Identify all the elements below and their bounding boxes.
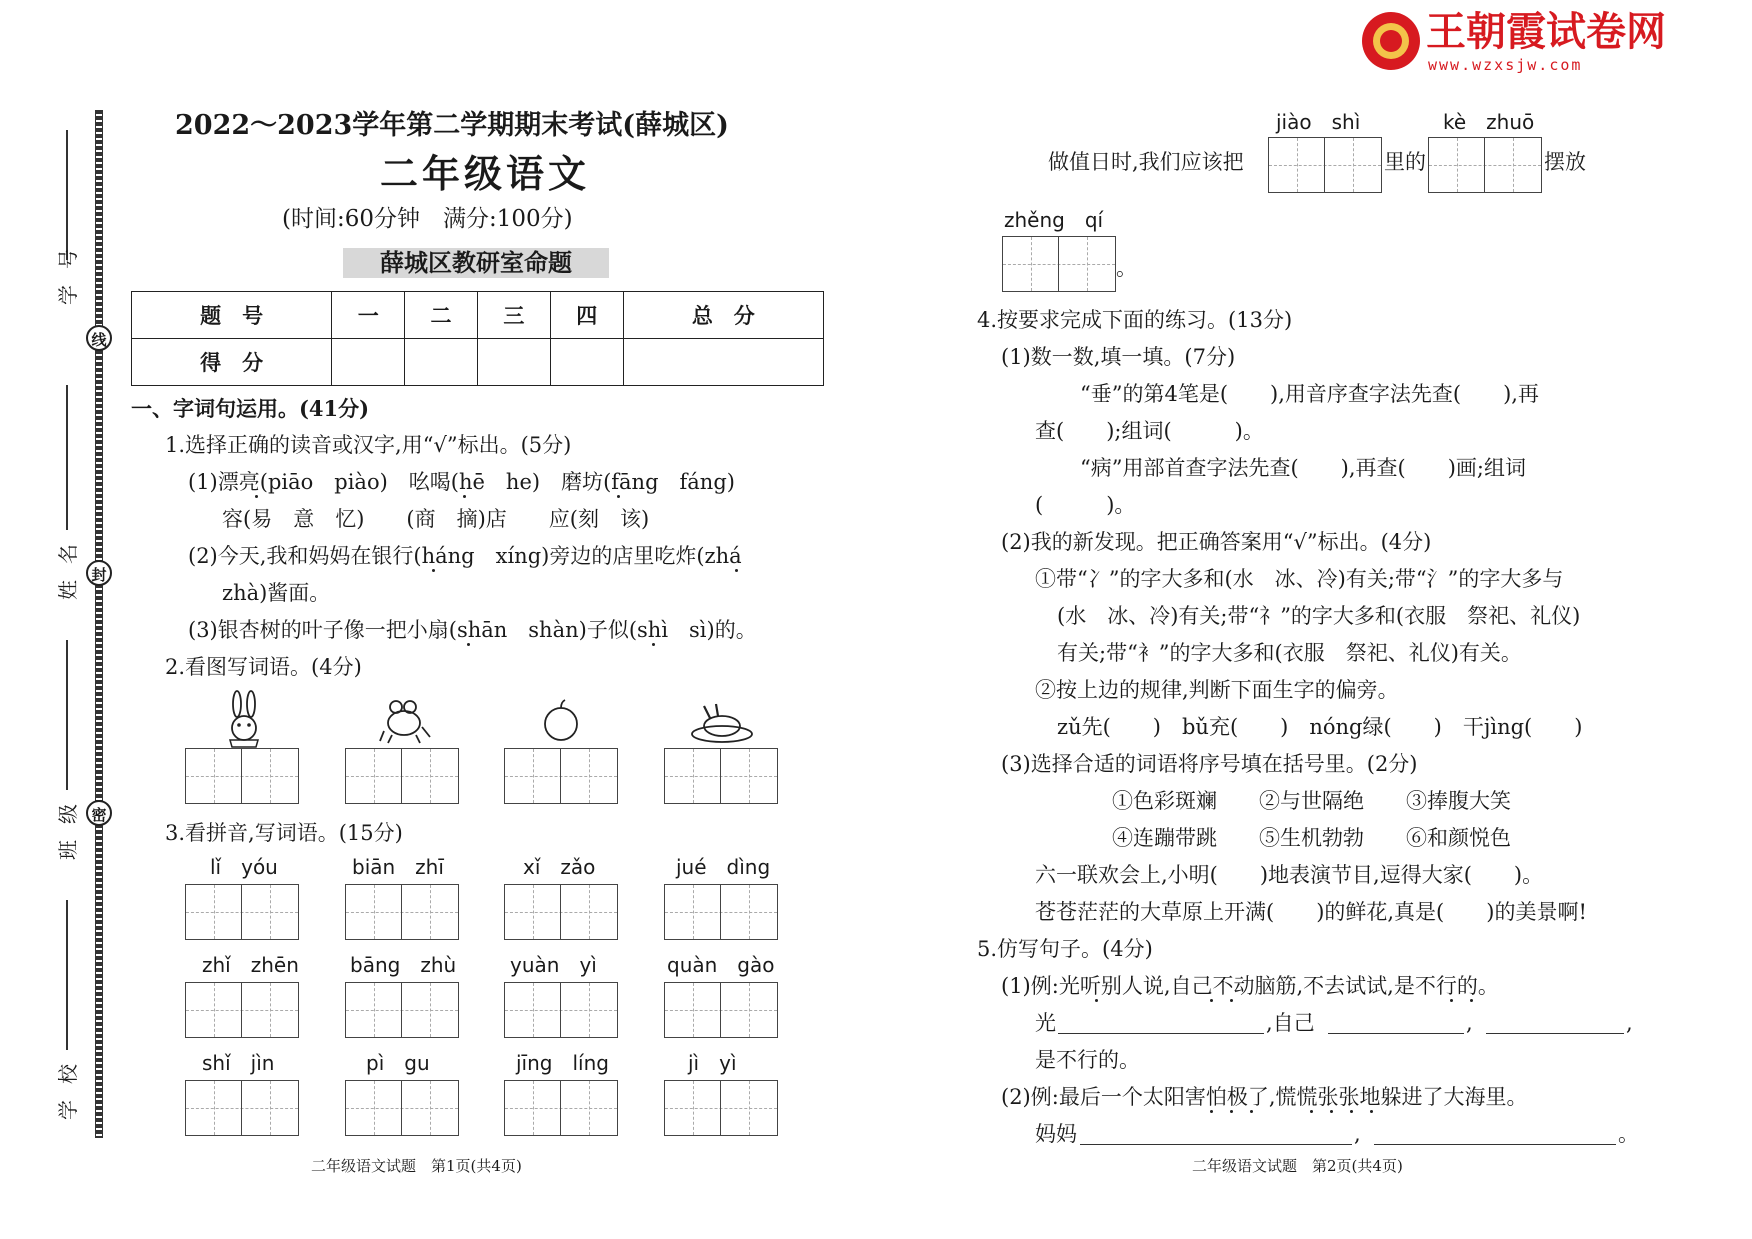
q4-3b: ④连蹦带跳 ⑤生机勃勃 ⑥和颜悦色 — [1112, 826, 1511, 850]
q3-pinyin-kezhuo: kè zhuō — [1443, 110, 1535, 134]
score-table-cell: 二 — [405, 292, 478, 339]
q3-sentence-end: 。 — [1116, 256, 1137, 280]
left-footer: 二年级语文试题 第1页(共4页) — [311, 1157, 522, 1175]
q5-2b: , — [1354, 1122, 1361, 1146]
exam-subject: 二年级语文 — [380, 151, 591, 196]
logo-url: www.wzxsjw.com — [1428, 56, 1583, 74]
exam-author: 薛城区教研室命题 — [343, 248, 609, 278]
binding-mark-feng: 封 — [86, 560, 112, 586]
pinyin-label: jīng líng — [516, 1051, 609, 1075]
q3-answer-box[interactable] — [504, 982, 618, 1038]
score-input-cell[interactable] — [477, 339, 550, 386]
pinyin-label: jué dìng — [676, 855, 771, 879]
q1-title: 1.选择正确的读音或汉字,用“√”标出。(5分) — [165, 433, 572, 457]
q2-answer-box[interactable] — [345, 748, 459, 804]
q3-answer-box[interactable] — [664, 884, 778, 940]
pinyin-label: yuàn yì — [510, 953, 597, 977]
q4-2b: (水 冰、冷)有关;带“礻”的字大多和(衣服 祭祀、礼仪) — [1057, 604, 1581, 628]
logo — [1362, 9, 1682, 74]
q5-1-blank[interactable] — [1486, 1033, 1624, 1034]
q3-answer-box[interactable] — [1002, 236, 1116, 292]
pinyin-label: biān zhī — [352, 855, 444, 879]
pinyin-label: xǐ zǎo — [523, 855, 596, 879]
q5-1c: , — [1466, 1011, 1473, 1035]
q5-1b: ,自己 — [1266, 1011, 1315, 1035]
q4-1-title: (1)数一数,填一填。(7分) — [1001, 345, 1236, 369]
pinyin-label: quàn gào — [667, 953, 775, 977]
q5-1d: , — [1626, 1011, 1633, 1035]
q4-2d: ②按上边的规律,判断下面生字的偏旁。 — [1035, 678, 1399, 702]
q5-2-example: (2)例:最后一个太阳害怕极了,慌慌张张地躲进了大海里。 — [1001, 1085, 1528, 1109]
q3-answer-box[interactable] — [1428, 137, 1542, 193]
score-table-cell: 总 分 — [623, 292, 823, 339]
q4-2c: 有关;带“衤”的字大多和(衣服 祭祀、礼仪)有关。 — [1057, 641, 1522, 665]
q3-pinyin-zhengqi: zhěng qí — [1004, 208, 1104, 232]
right-footer: 二年级语文试题 第2页(共4页) — [1192, 1157, 1403, 1175]
q1-2a: (2)今天,我和妈妈在银行(háng xíng)旁边的店里吃炸(zhá — [188, 544, 742, 568]
apple-icon — [541, 698, 581, 742]
q4-3-title: (3)选择合适的词语将序号填在括号里。(2分) — [1001, 752, 1418, 776]
q3-answer-box[interactable] — [345, 884, 459, 940]
q4-3d: 苍苍茫茫的大草原上开满( )的鲜花,真是( )的美景啊! — [1035, 900, 1587, 924]
q1-1a: (1)漂亮(piāo piào) 吆喝(hē he) 磨坊(fāng fáng) — [188, 470, 735, 494]
pinyin-label: jì yì — [688, 1051, 737, 1075]
q3-answer-box[interactable] — [185, 884, 299, 940]
q1-3: (3)银杏树的叶子像一把小扇(shān shàn)子似(shì sì)的。 — [188, 618, 757, 642]
q2-answer-box[interactable] — [504, 748, 618, 804]
q4-3c: 六一联欢会上,小明( )地表演节目,逗得大家( )。 — [1035, 863, 1544, 887]
q4-2-title: (2)我的新发现。把正确答案用“√”标出。(4分) — [1001, 530, 1432, 554]
q4-1b: 查( );组词( )。 — [1035, 419, 1264, 443]
q3-pinyin-jiaoshi: jiào shì — [1276, 110, 1361, 134]
q5-2-blank[interactable] — [1080, 1144, 1352, 1145]
q3-answer-box[interactable] — [664, 982, 778, 1038]
score-table-header-row — [132, 292, 824, 339]
score-input-cell[interactable] — [623, 339, 823, 386]
exam-time-info: (时间:60分钟 满分:100分) — [282, 206, 573, 232]
exam-title: 2022～2023学年第二学期期末考试(薛城区) — [175, 110, 729, 141]
q3-answer-box[interactable] — [185, 1080, 299, 1136]
q4-title: 4.按要求完成下面的练习。(13分) — [977, 308, 1293, 332]
q3-answer-box[interactable] — [185, 982, 299, 1038]
label-banji: 班级 — [56, 788, 80, 860]
q1-2b: zhà)酱面。 — [222, 581, 331, 605]
q2-title: 2.看图写词语。(4分) — [165, 655, 362, 679]
score-table-cell: 题 号 — [132, 292, 332, 339]
label-xuexiao: 学校 — [56, 1048, 80, 1120]
binding-mark-xian: 线 — [86, 325, 112, 351]
q3-answer-box[interactable] — [664, 1080, 778, 1136]
q5-1-example: (1)例:光听别人说,自己不动脑筋,不去试试,是不行的。 — [1001, 974, 1499, 998]
score-table-cell: 得 分 — [132, 339, 332, 386]
q3-answer-box[interactable] — [504, 1080, 618, 1136]
score-table-cell: 四 — [550, 292, 623, 339]
score-input-cell[interactable] — [550, 339, 623, 386]
pinyin-label: shǐ jìn — [202, 1051, 275, 1075]
score-input-cell[interactable] — [332, 339, 405, 386]
pinyin-label: lǐ yóu — [210, 855, 278, 879]
logo-title: 王朝霞试卷网 — [1426, 9, 1666, 55]
score-table — [131, 291, 824, 386]
pinyin-label: bāng zhù — [350, 953, 457, 977]
logo-seal-icon — [1362, 12, 1420, 70]
rabbit-icon — [222, 690, 266, 748]
q4-2a: ①带“冫”的字大多和(水 冰、冷)有关;带“氵”的字大多与 — [1035, 567, 1564, 591]
score-table-cell: 三 — [477, 292, 550, 339]
frog-icon — [378, 697, 432, 745]
binding-mark-mi: 密 — [86, 800, 112, 826]
roast-chicken-icon — [690, 700, 754, 744]
q3-sentence-a: 做值日时,我们应该把 — [1048, 150, 1244, 174]
q4-1d: ( )。 — [1035, 493, 1136, 517]
q4-3a: ①色彩斑斓 ②与世隔绝 ③捧腹大笑 — [1112, 789, 1511, 813]
score-table-cell: 一 — [332, 292, 405, 339]
q3-answer-box[interactable] — [1268, 137, 1382, 193]
q3-sentence-b: 里的 — [1384, 150, 1426, 174]
q4-1c: “病”用部首查字法先查( ),再查( )画;组词 — [1080, 456, 1526, 480]
q5-1a: 光 — [1035, 1011, 1056, 1035]
q2-answer-box[interactable] — [185, 748, 299, 804]
label-xuehao: 学号 — [56, 233, 80, 305]
q5-1-blank[interactable] — [1328, 1033, 1464, 1034]
pinyin-label: zhǐ zhēn — [202, 953, 299, 977]
label-xingming: 姓名 — [56, 528, 80, 600]
pinyin-label: pì gu — [366, 1051, 430, 1075]
q2-answer-box[interactable] — [664, 748, 778, 804]
q5-title: 5.仿写句子。(4分) — [977, 937, 1153, 961]
q5-2-blank[interactable] — [1374, 1144, 1616, 1145]
score-table-score-row — [132, 339, 824, 386]
q3-answer-box[interactable] — [345, 982, 459, 1038]
q4-1a: “垂”的第4笔是( ),用音序查字法先查( ),再 — [1080, 382, 1539, 406]
score-input-cell[interactable] — [405, 339, 478, 386]
section1-heading: 一、字词句运用。(41分) — [131, 396, 370, 421]
q5-2c: 。 — [1618, 1122, 1639, 1146]
q3-title: 3.看拼音,写词语。(15分) — [165, 821, 403, 845]
binding-line — [95, 110, 103, 1138]
q3-answer-box[interactable] — [345, 1080, 459, 1136]
q5-1-blank[interactable] — [1058, 1033, 1264, 1034]
q5-2a: 妈妈 — [1035, 1122, 1077, 1146]
q4-2e: zǔ先( ) bǔ充( ) nóng绿( ) 干jìng( ) — [1057, 715, 1583, 739]
q3-answer-box[interactable] — [504, 884, 618, 940]
q1-1b: 容(易 意 忆) (商 摘)店 应(刻 该) — [222, 507, 650, 531]
q3-sentence-c: 摆放 — [1544, 150, 1586, 174]
q5-1e: 是不行的。 — [1035, 1048, 1140, 1072]
